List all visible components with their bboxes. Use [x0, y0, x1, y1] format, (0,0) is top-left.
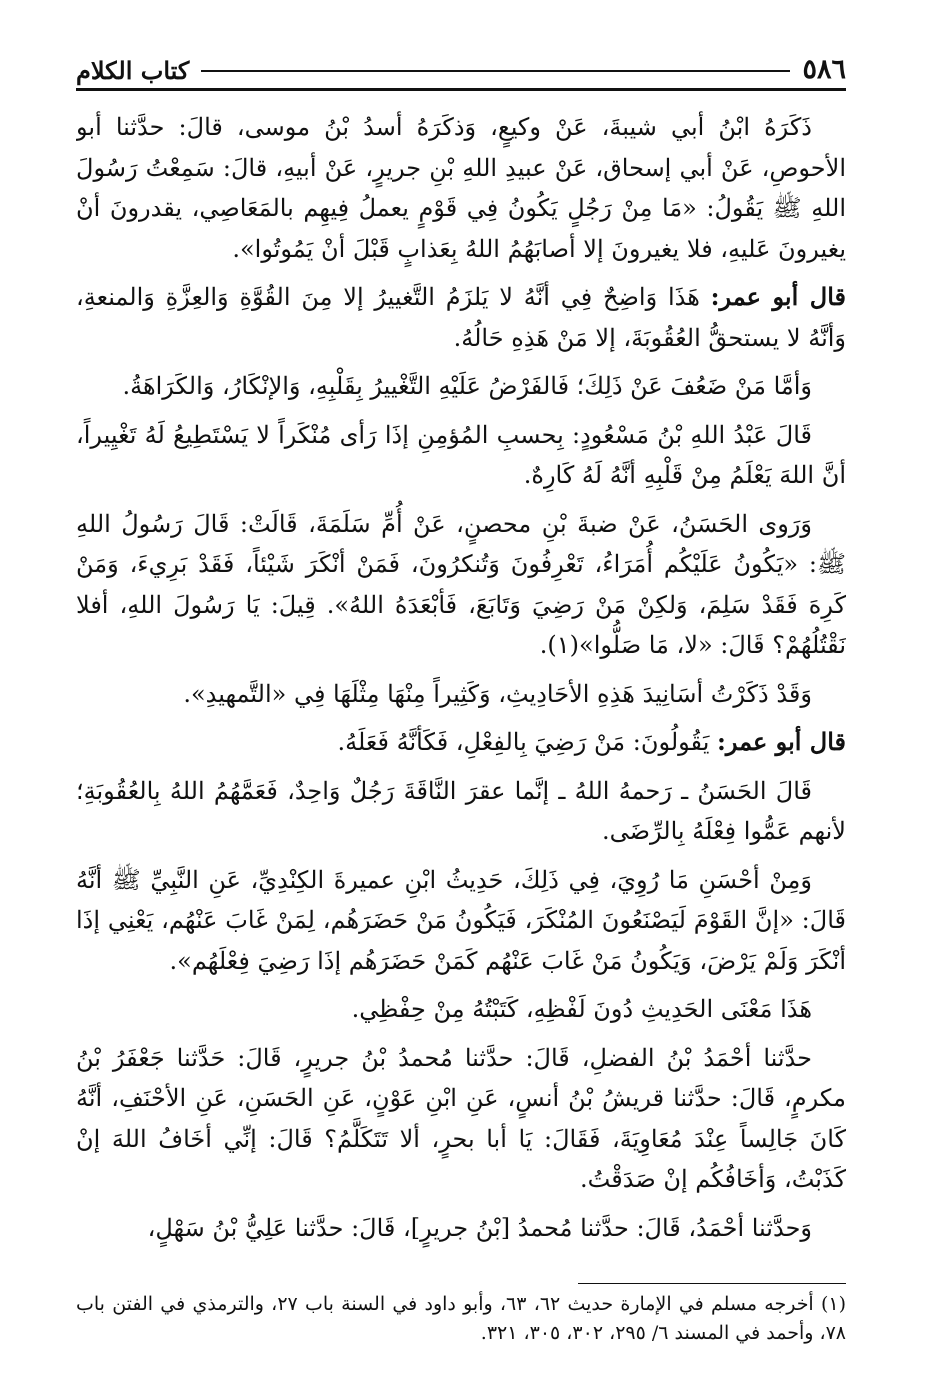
paragraph-text: قَالَ عَبْدُ اللهِ بْنُ مَسْعُودٍ: بِحسبِ المُؤمِنِ إذَا رَأى مُنْكَراً لا يَسْتَطِيعُ لَهُ تَغْيِيراً، أنَّ اللهَ يَعْلَمُ مِنْ قَلْبِهِ أنَّهُ لَهُ كَارِهٌ.	[76, 420, 846, 489]
paragraph	[76, 989, 846, 1030]
footnote-separator	[578, 1283, 846, 1284]
paragraph	[76, 107, 846, 269]
paragraph-text: قَالَ الحَسَنُ ـ رَحمهُ اللهُ ـ إنَّما عقرَ النَّاقَةَ رَجُلٌ وَاحِدٌ، فَعَمَّهُمُ اللهُ بِالعُقُوبَةِ؛ لأنهم عَمُّوا فِعْلَهُ بِالرِّضَى.	[76, 776, 846, 845]
paragraph	[76, 1208, 846, 1249]
paragraph-text: وَرَوى الحَسَنُ، عَنْ ضبةَ بْنِ محصنٍ، عَنْ أُمِّ سَلَمَةَ، قَالَتْ: قَالَ رَسُولُ اللهِ ﷺ: «يَكُونُ عَلَيْكُم أُمَرَاءُ، تَعْرِفُونَ وَتُنكرُونَ، فَمَنْ أنْكَرَ شَيْئاً، فَقَدْ بَرِيءَ، وَمَنْ كَرِهَ فَقَدْ سَلِمَ، وَلكِنْ مَنْ رَضِيَ وَتَابَعَ، فَأبْعَدَهُ اللهُ». قِيلَ: يَا رَسُولَ اللهِ، أفلا نَقْتُلُهُمْ؟ قَالَ: «لا، مَا صَلُّوا»(١).	[76, 509, 846, 659]
footnotes	[76, 1290, 846, 1348]
speaker-label: قال أبو عمر:	[717, 727, 846, 756]
paragraph-text: وَحدَّثنا أحْمَدُ، قَالَ: حدَّثنا مُحمدُ [بْنُ جريرٍ]، قَالَ: حدَّثنا عَلِيُّ بْنُ سَهْلٍ،	[147, 1213, 812, 1242]
page-header	[76, 44, 846, 91]
paragraph-text: هَذَا وَاضِحٌ فِي أنَّهُ لا يَلزَمُ التَّغييرُ إلا مِنَ القُوَّةِ وَالعِزَّةِ وَالمنعةِ، وَأنَّهُ لا يستحقُّ العُقُوبَةَ، إلا مَنْ هَذِهِ حَالُهُ.	[76, 283, 846, 352]
paragraph	[76, 860, 846, 982]
paragraph-text: وَقَدْ ذَكَرْتُ أسَانِيدَ هَذِهِ الأحَادِيثِ، وَكَثِيراً مِنْهَا مِثْلَهَا فِي «التَّمهيدِ».	[183, 679, 812, 708]
paragraph	[76, 277, 846, 358]
paragraph	[76, 366, 846, 407]
page-number: ٥٨٦	[802, 54, 846, 85]
paragraph	[76, 1038, 846, 1200]
paragraph	[76, 415, 846, 496]
paragraph	[76, 674, 846, 715]
paragraph	[76, 771, 846, 852]
paragraph-text: يَقُولُونَ: مَنْ رَضِيَ بِالفِعْلِ، فَكَأنَّهُ فَعَلَهُ.	[337, 728, 718, 756]
paragraph-text: وَأمَّا مَنْ ضَعُفَ عَنْ ذَلِكَ؛ فَالفَرْضُ عَلَيْهِ التَّغْييرُ بِقَلْبِهِ، وَالإنْكَارُ، وَالكَرَاهَةُ.	[122, 372, 812, 400]
footnote: (١) أخرجه مسلم في الإمارة حديث ٦٢، ٦٣، وأبو داود في السنة باب ٢٧، والترمذي في الفتن باب ٧٨، وأحمد في المسند ٦/ ٢٩٥، ٣٠٢، ٣٠٥، ٣٢١.	[76, 1293, 847, 1344]
paragraph	[76, 504, 846, 666]
speaker-label: قال أبو عمر:	[710, 282, 846, 311]
paragraph-text: هَذَا مَعْنَى الحَدِيثِ دُونَ لَفْظِهِ، كَتَبْتُهُ مِنْ حِفْظِي.	[351, 995, 812, 1023]
book-title: كتاب الكلام	[76, 56, 190, 85]
header-rule	[201, 70, 790, 72]
paragraph	[76, 722, 846, 763]
paragraph-text: وَمِنْ أحْسَنِ مَا رُوِيَ، فِي ذَلِكَ، حَدِيثُ ابْنِ عميرةَ الكِنْدِيِّ، عَنِ النَّبِيِّ ﷺ أنَّهُ قَالَ: «إنَّ القَوْمَ لَيَصْنَعُونَ المُنْكَرَ، فَيَكُونُ مَنْ حَضَرَهُم، لِمَنْ غَابَ عَنْهُم، يَعْنِي إذَا أنْكَرَ وَلَمْ يَرْضَ، وَيَكُونُ مَنْ غَابَ عَنْهُم كَمَنْ حَضَرَهُم إذَا رَضِيَ فِعْلَهُم».	[76, 865, 846, 975]
paragraph-text: ذَكَرَهُ ابْنُ أبي شيبةَ، عَنْ وكيعٍ، وَذكَرَهُ أسدُ بْنُ موسى، قالَ: حدَّثنا أبو الأحوصِ، عَنْ أبي إسحاق، عَنْ عبيدِ اللهِ بْنِ جريرٍ، عَنْ أبيهِ، قالَ: سَمِعْتُ رَسُولَ اللهِ ﷺ يَقُولُ: «مَا مِنْ رَجُلٍ يَكُونُ فِي قَوْمٍ يعملُ فِيهِم بالمَعَاصِي، يقدرونَ أنْ يغيرونَ عَليهِ، فلا يغيرونَ إلا أصابَهُمُ اللهُ بِعَذابٍ قَبْلَ أنْ يَمُوتُوا».	[76, 113, 846, 263]
main-text	[76, 107, 846, 1297]
paragraph-text: حدَّثنا أحْمَدُ بْنُ الفضلِ، قَالَ: حدَّثنا مُحمدُ بْنُ جريرٍ، قَالَ: حَدَّثنا جَعْفَرُ بْنُ مكرمٍ، قَالَ: حدَّثنا قريشُ بْنُ أنسٍ، عَنِ ابْنِ عَوْنٍ، عَنِ الحَسَنِ، عَنِ الأحْنَفِ، أنَّهُ كَانَ جَالِساً عِنْدَ مُعَاوِيَةَ، فَقَالَ: يَا أبا بحرٍ، ألا تَتَكَلَّمُ؟ قَالَ: إنِّي أخَافُ اللهَ إنْ كَذَبْتُ، وَأخَافُكُم إنْ صَدَقْتُ.	[76, 1043, 846, 1193]
